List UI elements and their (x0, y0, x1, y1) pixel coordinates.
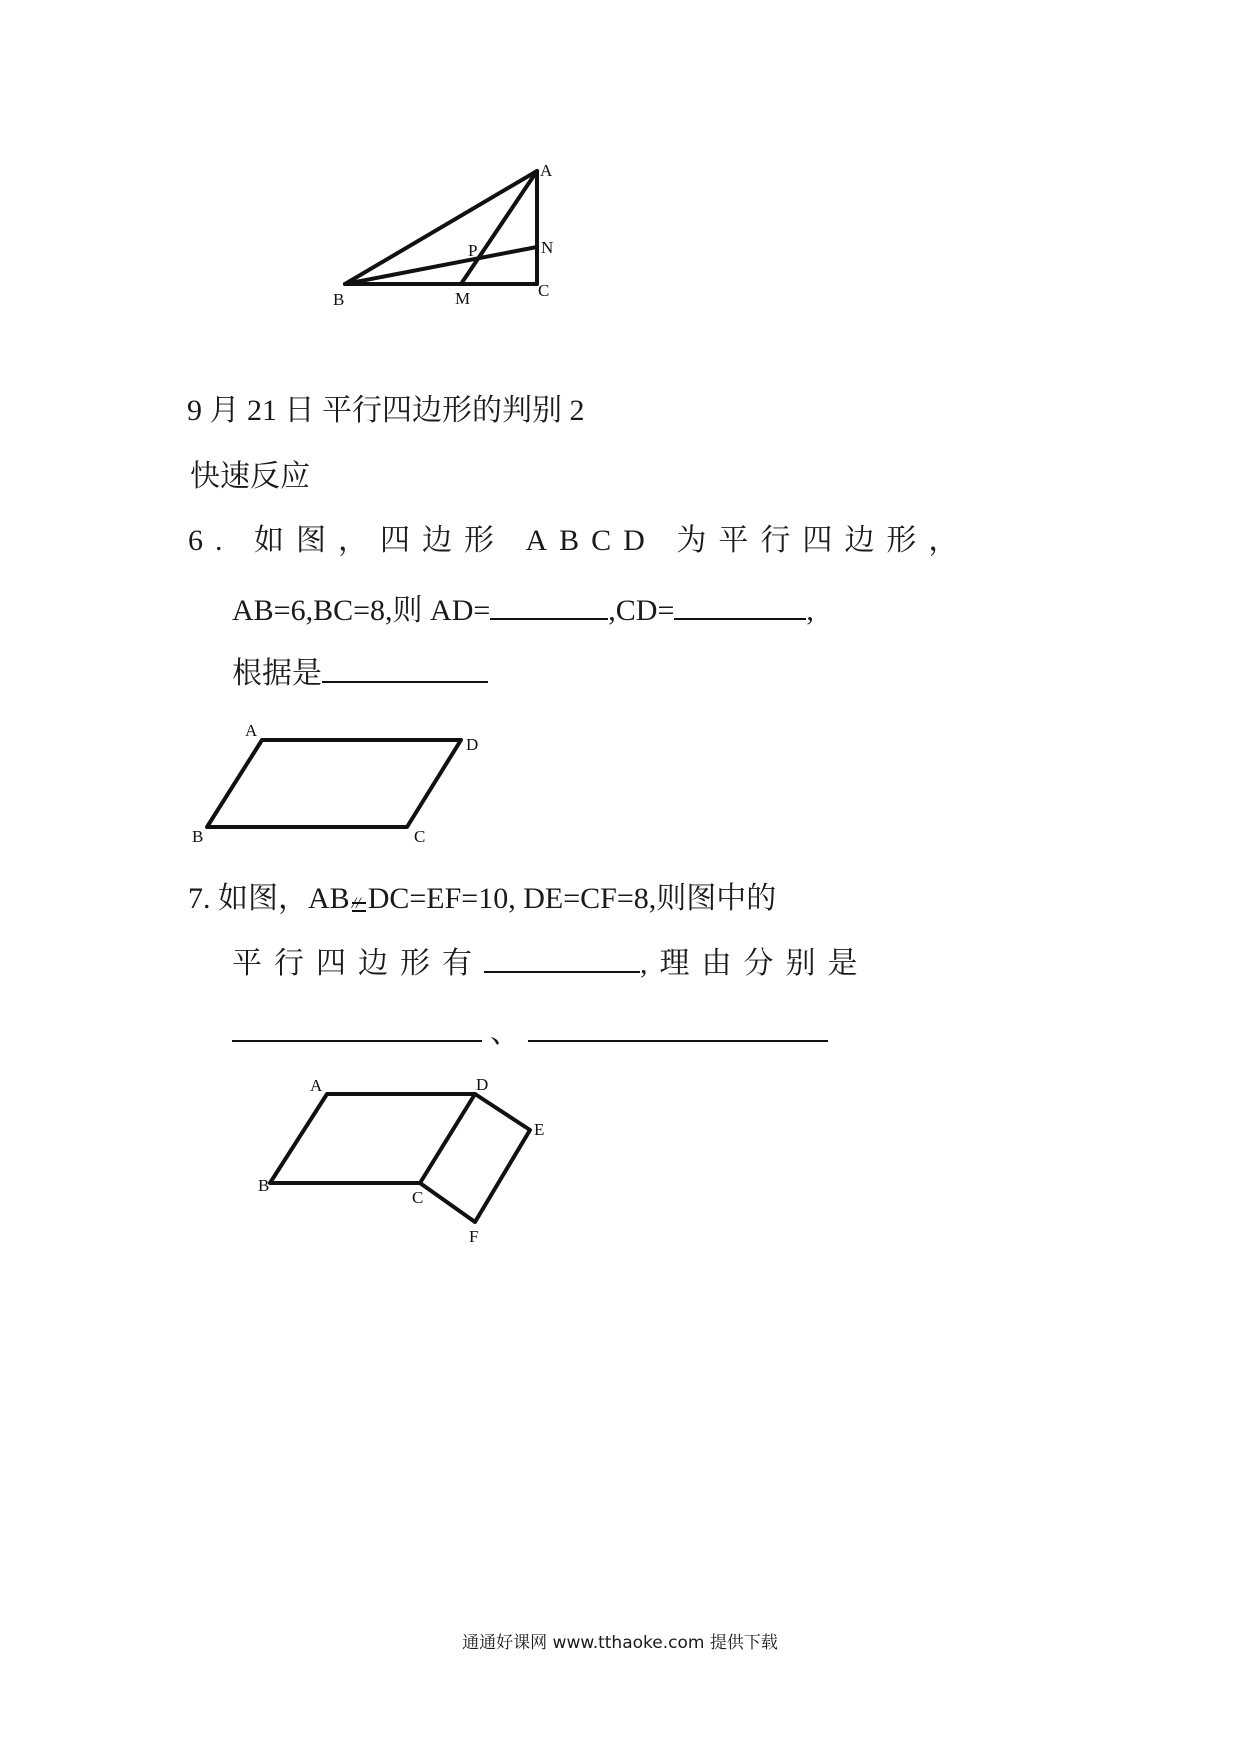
parallel-equal-symbol: // (350, 878, 368, 908)
q7-question: 平行四边形有 (232, 947, 484, 980)
q6-line3 (232, 653, 488, 692)
q6-line1: 6. 如图，四边形 ABCD 为平行四边形， (188, 524, 971, 557)
q6-given: AB=6,BC=8,则 AD= (232, 594, 491, 627)
q7-intro: 7. 如图，AB (188, 882, 350, 915)
q6-blank-ad[interactable] (490, 590, 608, 620)
label-b: B (333, 290, 345, 309)
q6-blank-cd[interactable] (674, 590, 806, 620)
triangle-figure (0, 0, 1240, 320)
label-a: A (310, 1076, 323, 1095)
label-d: D (476, 1075, 489, 1094)
q6-cd-label: ,CD= (608, 594, 675, 627)
q7-line3 (232, 1012, 828, 1051)
q7-blank-reason-1[interactable] (232, 1012, 482, 1042)
label-d: D (466, 735, 479, 754)
q7-line1 (188, 878, 776, 917)
q7-blank-reason-2[interactable] (528, 1012, 828, 1042)
segment-am (461, 171, 537, 284)
label-a: A (245, 721, 258, 740)
q6-reason-label: 根据是 (232, 657, 322, 690)
label-f: F (469, 1227, 479, 1246)
label-b: B (192, 827, 204, 846)
q6-blank-reason[interactable] (322, 653, 488, 683)
parallelogram-abcd (207, 740, 461, 827)
label-b: B (258, 1176, 270, 1195)
label-a: A (540, 161, 553, 180)
label-m: M (455, 289, 471, 308)
label-e: E (534, 1120, 545, 1139)
q7-given: DC=EF=10, DE=CF=8,则图中的 (367, 882, 777, 915)
q7-reason-label: ,理由分别是 (640, 947, 870, 980)
parallelogram-abcd (270, 1094, 475, 1183)
label-c: C (412, 1188, 424, 1207)
label-c: C (538, 281, 550, 300)
label-n: N (541, 238, 554, 257)
footer-text: 通通好课网 www.tthaoke.com 提供下载 (462, 1633, 778, 1653)
section-heading: 9 月 21 日 平行四边形的判别 2 (187, 394, 585, 427)
q6-line2 (232, 590, 814, 629)
parallelogram-figure (0, 700, 1240, 960)
label-c: C (414, 827, 426, 846)
double-parallelogram-figure (0, 1070, 1240, 1270)
label-p: P (468, 241, 478, 260)
q6-comma: , (806, 594, 814, 627)
q7-line2 (232, 943, 870, 982)
section-subheading: 快速反应 (190, 460, 310, 493)
q7-separator: 、 (490, 1016, 520, 1049)
q7-blank-parallelograms[interactable] (484, 943, 640, 973)
